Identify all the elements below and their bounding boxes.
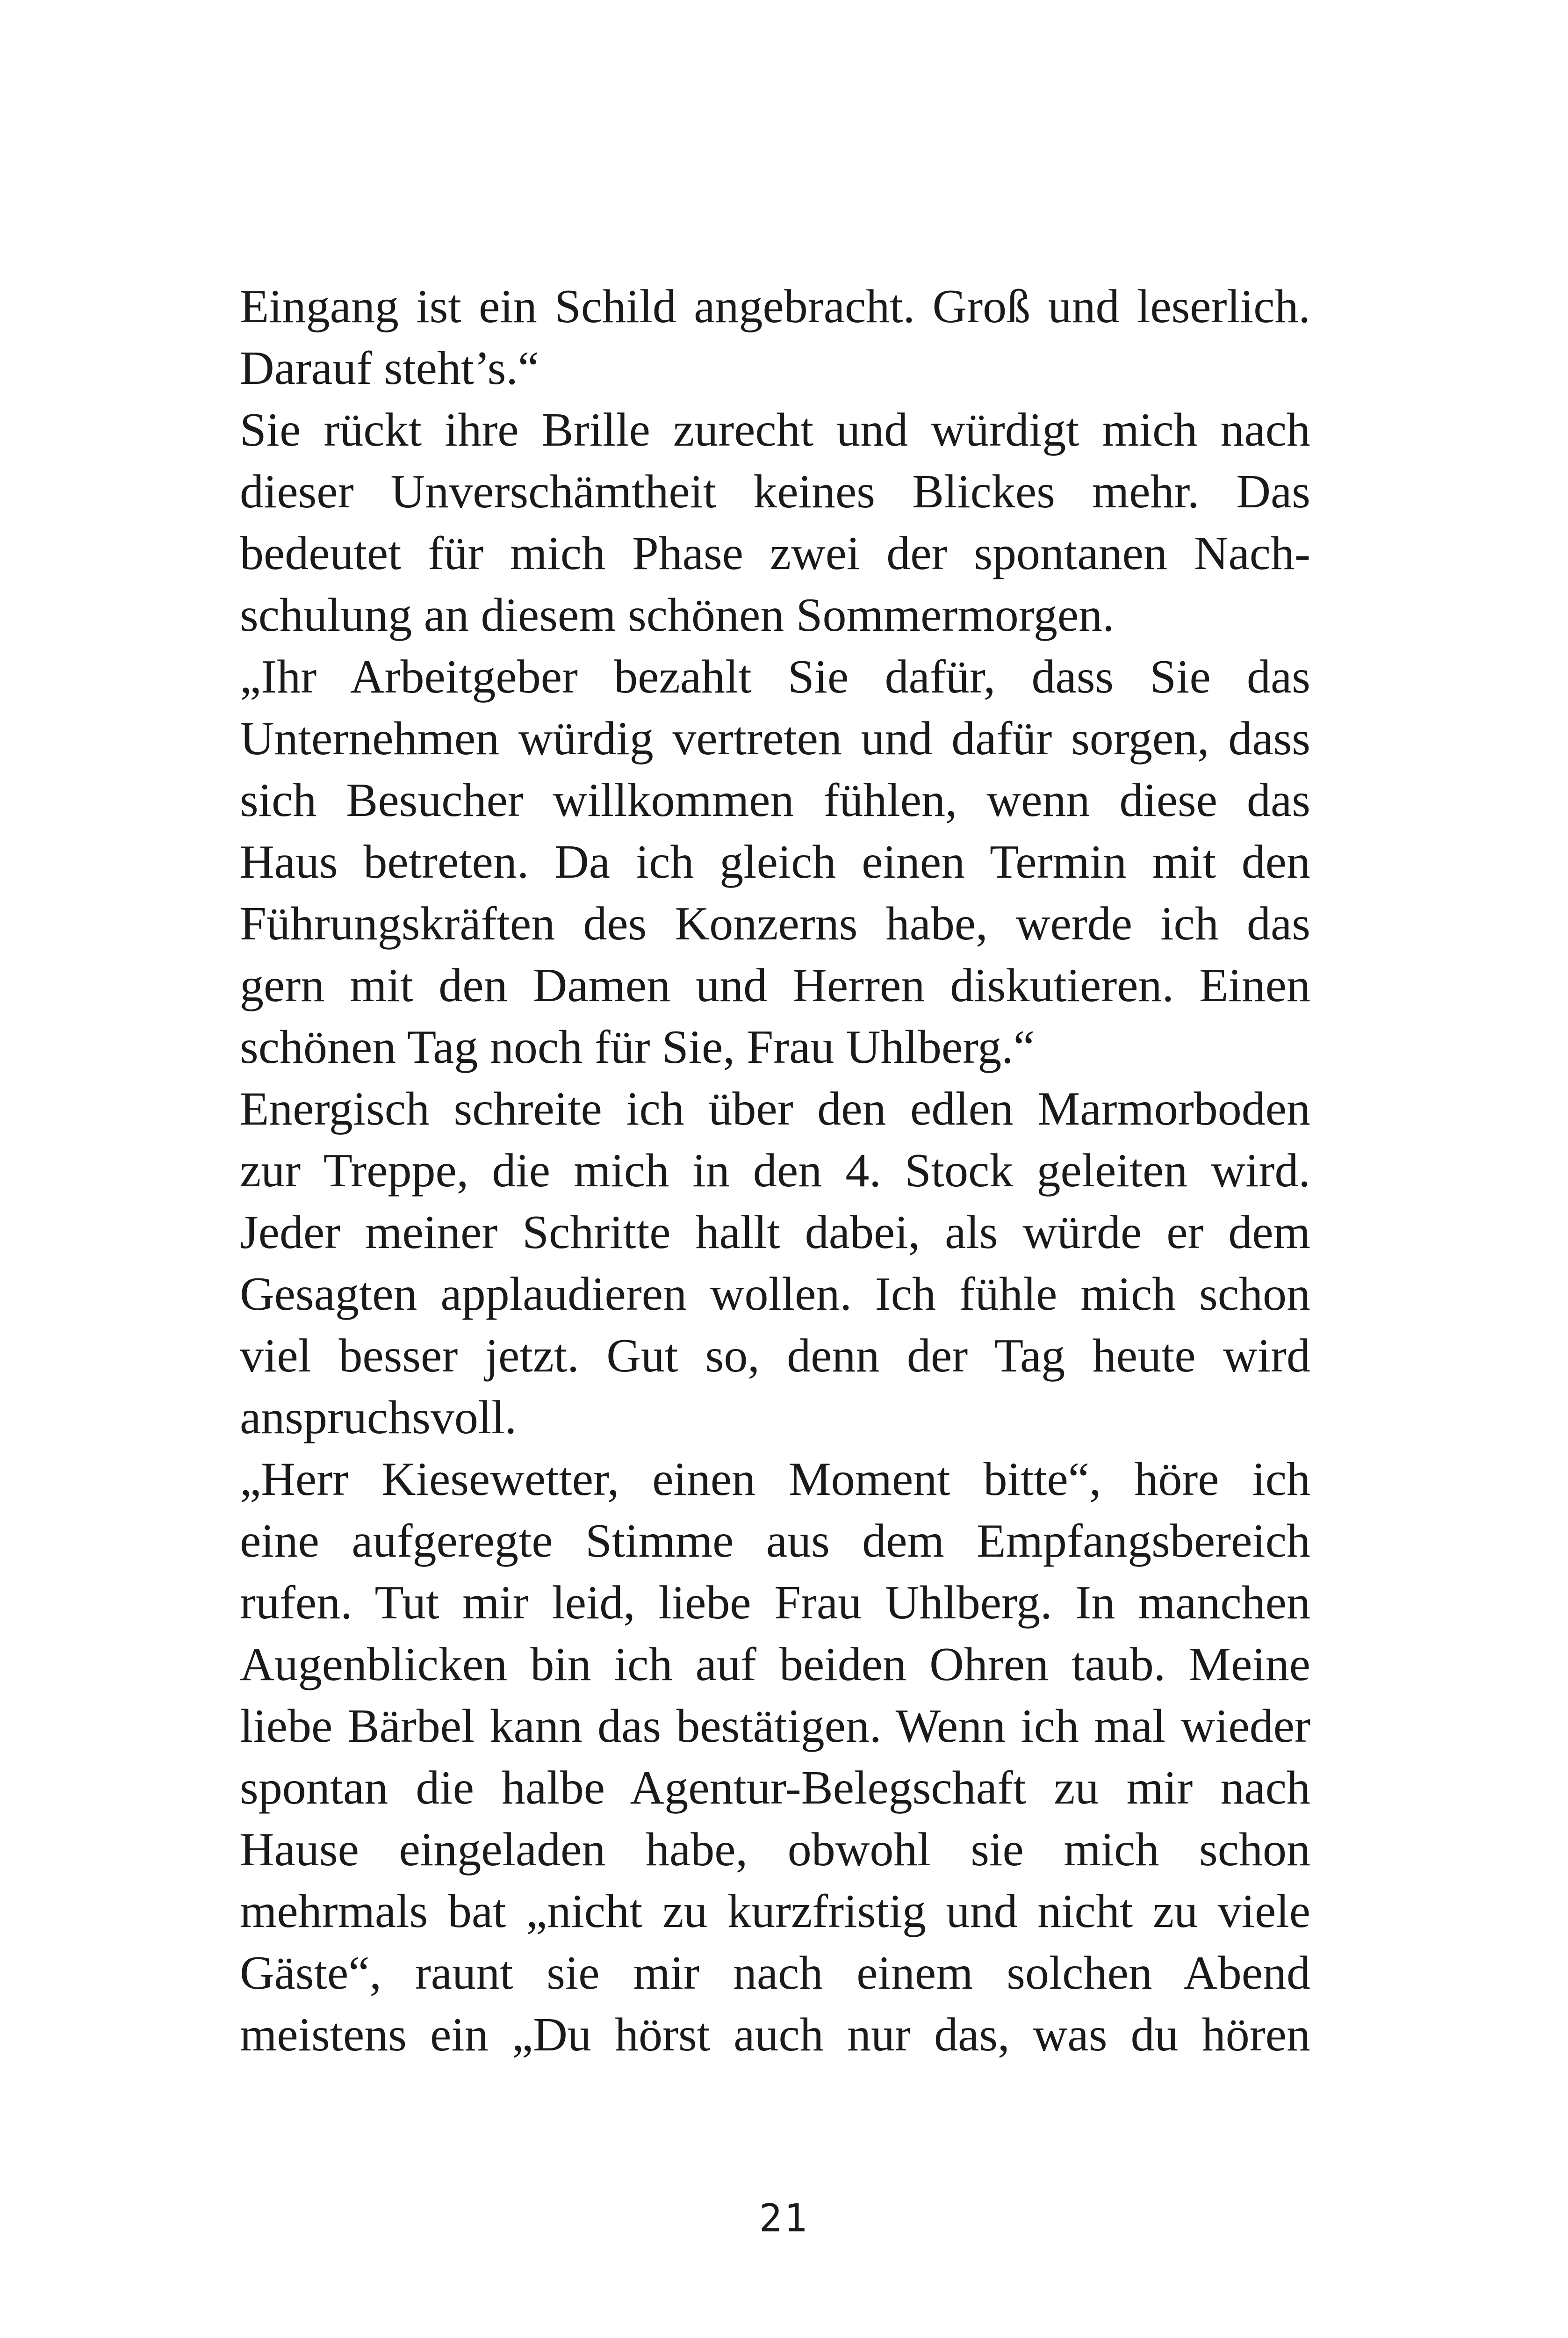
text-line: spontan die halbe Agentur-Belegschaft zu mir nach (240, 1761, 1310, 1814)
body-text (240, 276, 1310, 2066)
text-line: meistens ein „Du hörst auch nur das, was du hören (240, 2008, 1310, 2061)
page-number: 21 (759, 2196, 809, 2241)
text-line: zur Treppe, die mich in den 4. Stock geleiten wird. (240, 1144, 1310, 1197)
text-line: Gäste“, raunt sie mir nach einem solchen Abend (240, 1947, 1310, 1999)
text-line: Sie rückt ihre Brille zurecht und würdigt mich nach (240, 404, 1310, 456)
text-line: Hause eingeladen habe, obwohl sie mich schon (240, 1823, 1310, 1876)
text-line: Führungskräften des Konzerns habe, werde ich das (240, 897, 1310, 950)
text-line: Jeder meiner Schritte hallt dabei, als würde er dem (240, 1206, 1310, 1259)
text-line: sich Besucher willkommen fühlen, wenn diese das (240, 774, 1310, 827)
text-line: „Ihr Arbeitgeber bezahlt Sie dafür, dass Sie das (240, 650, 1310, 703)
text-line: viel besser jetzt. Gut so, denn der Tag heute wird (240, 1329, 1310, 1382)
text-line: Unternehmen würdig vertreten und dafür sorgen, dass (240, 712, 1310, 765)
text-line: Eingang ist ein Schild angebracht. Groß und leserlich. (240, 280, 1310, 333)
text-line: bedeutet für mich Phase zwei der spontanen Nach- (240, 527, 1310, 580)
text-line: anspruchsvoll. (240, 1391, 517, 1444)
text-line: Gesagten applaudieren wollen. Ich fühle mich schon (240, 1268, 1310, 1321)
text-line: liebe Bärbel kann das bestätigen. Wenn ich mal wieder (240, 1700, 1310, 1753)
text-line: Darauf steht’s.“ (240, 342, 539, 395)
text-line: rufen. Tut mir leid, liebe Frau Uhlberg. In manchen (240, 1576, 1310, 1629)
text-line: eine aufgeregte Stimme aus dem Empfangsbereich (240, 1515, 1310, 1567)
text-line: schulung an diesem schönen Sommermorgen. (240, 589, 1115, 642)
text-line: gern mit den Damen und Herren diskutieren. Einen (240, 959, 1310, 1012)
text-line: Energisch schreite ich über den edlen Marmorboden (240, 1082, 1310, 1135)
text-line: dieser Unverschämtheit keines Blickes mehr. Das (240, 465, 1310, 518)
text-line: Augenblicken bin ich auf beiden Ohren taub. Meine (240, 1638, 1310, 1691)
text-line: Haus betreten. Da ich gleich einen Termin mit den (240, 836, 1310, 888)
text-line: mehrmals bat „nicht zu kurzfristig und nicht zu viele (240, 1885, 1310, 1938)
text-line: „Herr Kiesewetter, einen Moment bitte“, höre ich (240, 1453, 1310, 1506)
text-line: schönen Tag noch für Sie, Frau Uhlberg.“ (240, 1021, 1035, 1074)
